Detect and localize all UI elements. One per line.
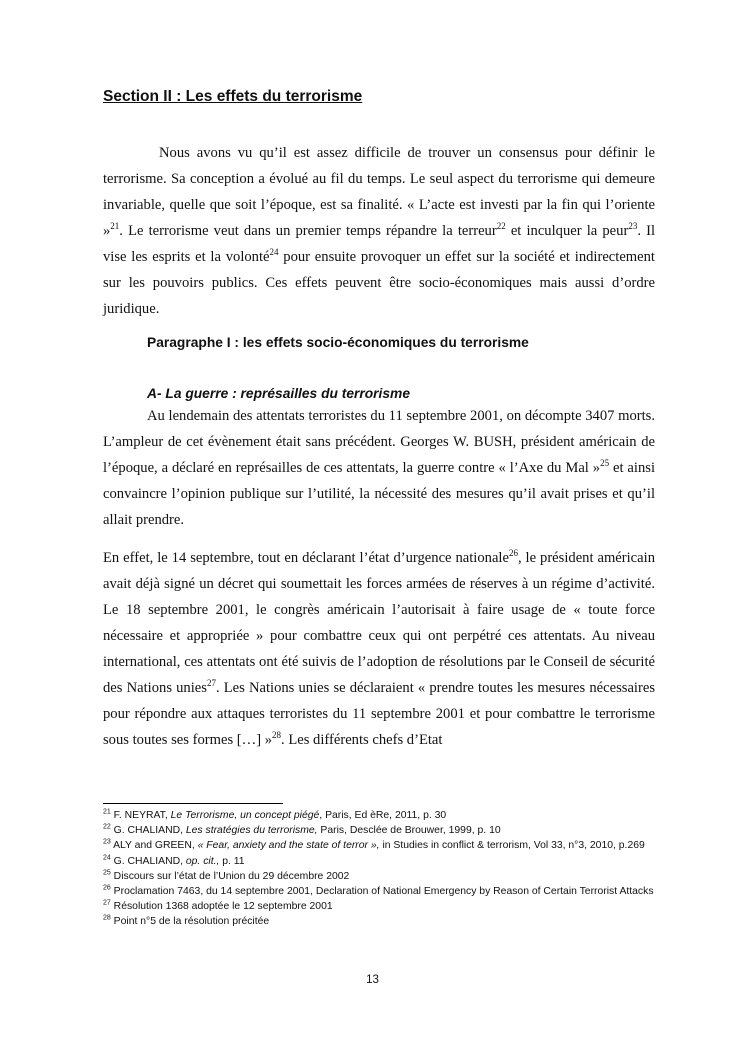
footnote-ref-26[interactable]: 26 xyxy=(508,548,518,559)
body-paragraph-intro xyxy=(103,140,655,322)
paragraph-heading: Paragraphe I : les effets socio-économiques du terrorisme xyxy=(147,335,529,350)
sub-heading: A- La guerre : représailles du terrorisme xyxy=(147,386,411,401)
text-run: Au lendemain des attentats terroristes du 11 septembre 2001, on décompte 3407 morts. L’ampleur de cet évènement était sans précédent. Georges W. BUSH, président américain de l’époque, a déclaré en représailles de ces attentats, la guerre contre « l’Axe du Mal » xyxy=(103,408,655,476)
text-run: , le président américain avait déjà signé un décret qui soumettait les forces armées de réserves à un régime d’activité. Le 18 septembre 2001, le congrès américain l’autorisait à faire usage de « toute force nécessaire et appropriée » pour combattre ceux qui ont perpétré ces attentats. Au niveau international, ces attentats ont été suivis de l’adoption de résolutions par le Conseil de sécurité des Nations unies xyxy=(103,550,655,696)
footnote-separator xyxy=(103,803,283,804)
footnote-ref-28[interactable]: 28 xyxy=(272,730,282,741)
footnote-23: $^{23}$ ALY and GREEN, « Fear, anxiety and the state of terror », in Studies in conflict & terrorism, Vol 33, n°3, 2010, p.269 xyxy=(103,838,645,852)
footnotes-list xyxy=(103,808,655,930)
footnote-ref-25[interactable]: 25 xyxy=(600,458,610,469)
text-run: En effet, le 14 septembre, tout en déclarant l’état d’urgence nationale xyxy=(103,550,509,566)
text-run: et ainsi convaincre l’opinion publique sur l’utilité, la nécessité des mesures qu’il avait prises et qu’il allait prendre. xyxy=(103,460,655,528)
text-run: . Il vise les esprits et la volonté xyxy=(103,223,655,265)
footnote-ref-22[interactable]: 22 xyxy=(496,221,506,232)
footnote-ref-27[interactable]: 27 xyxy=(206,678,216,689)
text-run: . Les Nations unies se déclaraient « prendre toutes les mesures nécessaires pour répondre aux attaques terroristes du 11 septembre 2001 et pour combattre le terrorisme sous toutes ses formes […] » xyxy=(103,680,655,748)
footnote-ref-24[interactable]: 24 xyxy=(269,247,279,258)
body-paragraph-measures xyxy=(103,545,655,753)
footnote-27: $^{27}$ Résolution 1368 adoptée le 12 septembre 2001 xyxy=(103,899,333,913)
footnote-28: $^{28}$ Point n°5 de la résolution précitée xyxy=(103,914,270,928)
text-run: . Le terrorisme veut dans un premier temps répandre la terreur xyxy=(119,223,497,239)
text-run: Nous avons vu qu’il est assez difficile de trouver un consensus pour définir le terrorisme. Sa conception a évolué au fil du temps. Le seul aspect du terrorisme qui demeure invariable, quelle que soit l’époque, est sa finalité. « L’acte est investi par la fin qui l’oriente » xyxy=(103,145,655,239)
footnote-ref-21[interactable]: 21 xyxy=(110,221,120,232)
page-number: 13 xyxy=(366,974,379,986)
footnote-25: $^{25}$ Discours sur l’état de l’Union du 29 décembre 2002 xyxy=(103,869,350,882)
text-run: pour ensuite provoquer un effet sur la société et indirectement sur les pouvoirs publics. Ces effets peuvent être socio-économiques mais aussi d’ordre juridique. xyxy=(103,249,655,317)
footnote-21: $^{21}$ F. NEYRAT, Le Terrorisme, un concept piégé, Paris, Ed èRe, 2011, p. 30 xyxy=(103,808,447,821)
footnote-ref-23[interactable]: 23 xyxy=(628,221,638,232)
section-title: Section II : Les effets du terrorisme xyxy=(103,88,363,105)
footnote-24: $^{24}$ G. CHALIAND, op. cit., p. 11 xyxy=(103,854,245,867)
footnote-22: $^{22}$ G. CHALIAND, Les stratégies du terrorisme, Paris, Desclée de Brouwer, 1999, p. 10 xyxy=(103,823,501,837)
text-run: et inculquer la peur xyxy=(505,223,629,239)
text-run: . Les différents chefs d’Etat xyxy=(281,732,443,748)
body-paragraph-war xyxy=(103,403,655,533)
footnote-26: $^{26}$ Proclamation 7463, du 14 septembre 2001, Declaration of National Emergency by Reason of Certain Terrorist Attacks xyxy=(103,884,654,898)
